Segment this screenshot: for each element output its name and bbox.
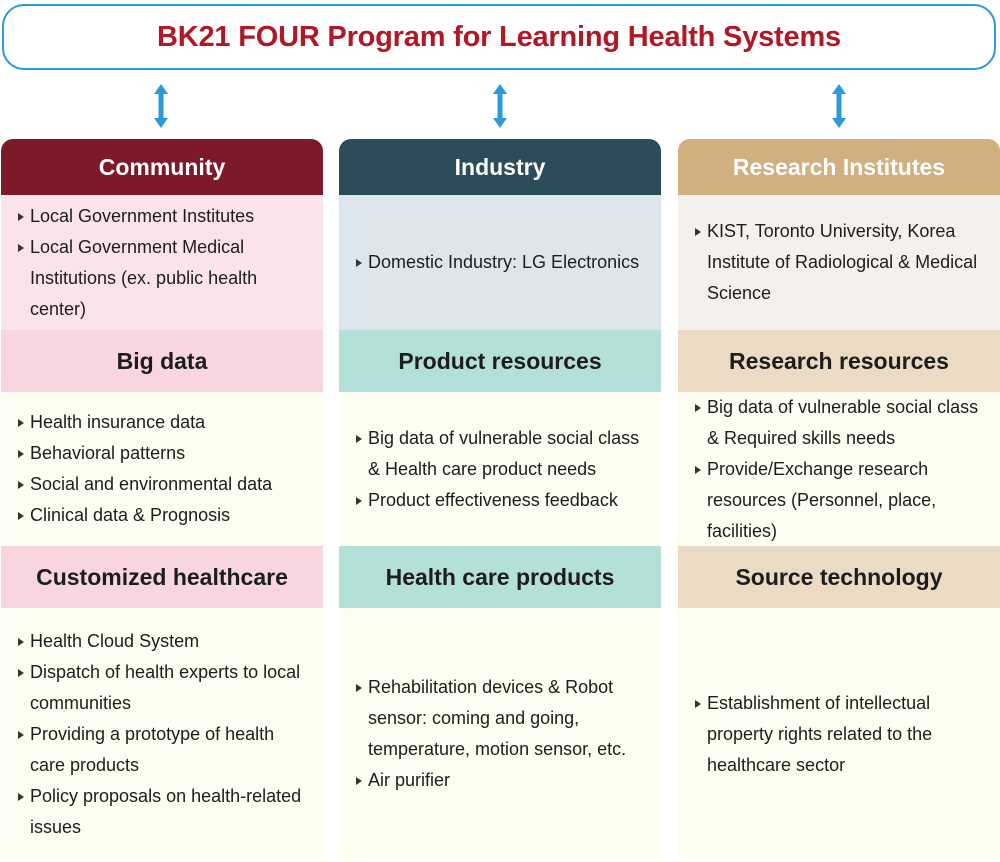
items-box [339, 608, 661, 860]
list-item: Dispatch of health experts to local communities [17, 657, 309, 719]
section-header: Product resources [339, 330, 661, 392]
intro-box [339, 195, 661, 330]
list-item: Health Cloud System [17, 626, 309, 657]
list-item: Air purifier [355, 765, 647, 796]
section-header: Source technology [678, 546, 1000, 608]
double-arrow-icon [831, 82, 847, 130]
section-header: Big data [1, 330, 323, 392]
list-item: Social and environmental data [17, 469, 309, 500]
section-header: Health care products [339, 546, 661, 608]
list-item: Provide/Exchange research resources (Personnel, place, facilities) [694, 454, 986, 547]
list-item: Big data of vulnerable social class & Health care product needs [355, 423, 647, 485]
items-box [678, 608, 1000, 860]
items-box [678, 392, 1000, 546]
double-arrow-icon [492, 82, 508, 130]
list-item: Local Government Institutes [17, 201, 309, 232]
list-item: Product effectiveness feedback [355, 485, 647, 516]
list-item: Clinical data & Prognosis [17, 500, 309, 531]
column-header: Industry [339, 139, 661, 195]
industry-column [339, 139, 661, 860]
list-item: Rehabilitation devices & Robot sensor: coming and going, temperature, motion sensor, etc. [355, 672, 647, 765]
items-box [1, 392, 323, 546]
list-item: Local Government Medical Institutions (ex. public health center) [17, 232, 309, 325]
section-header: Customized healthcare [1, 546, 323, 608]
community-column [1, 139, 323, 860]
double-arrow-icon [153, 82, 169, 130]
research-institutes-column [678, 139, 1000, 860]
list-item: Health insurance data [17, 407, 309, 438]
list-item: Policy proposals on health-related issues [17, 781, 309, 843]
intro-box [1, 195, 323, 330]
program-title: BK21 FOUR Program for Learning Health Systems [157, 20, 841, 53]
list-item: KIST, Toronto University, Korea Institute of Radiological & Medical Science [694, 216, 986, 309]
list-item: Providing a prototype of health care products [17, 719, 309, 781]
items-box [339, 392, 661, 546]
program-title-box [2, 4, 996, 70]
list-item: Establishment of intellectual property rights related to the healthcare sector [694, 688, 986, 781]
column-header: Research Institutes [678, 139, 1000, 195]
list-item: Big data of vulnerable social class & Required skills needs [694, 392, 986, 454]
list-item: Domestic Industry: LG Electronics [355, 247, 647, 278]
items-box [1, 608, 323, 860]
column-header: Community [1, 139, 323, 195]
intro-box [678, 195, 1000, 330]
list-item: Behavioral patterns [17, 438, 309, 469]
section-header: Research resources [678, 330, 1000, 392]
